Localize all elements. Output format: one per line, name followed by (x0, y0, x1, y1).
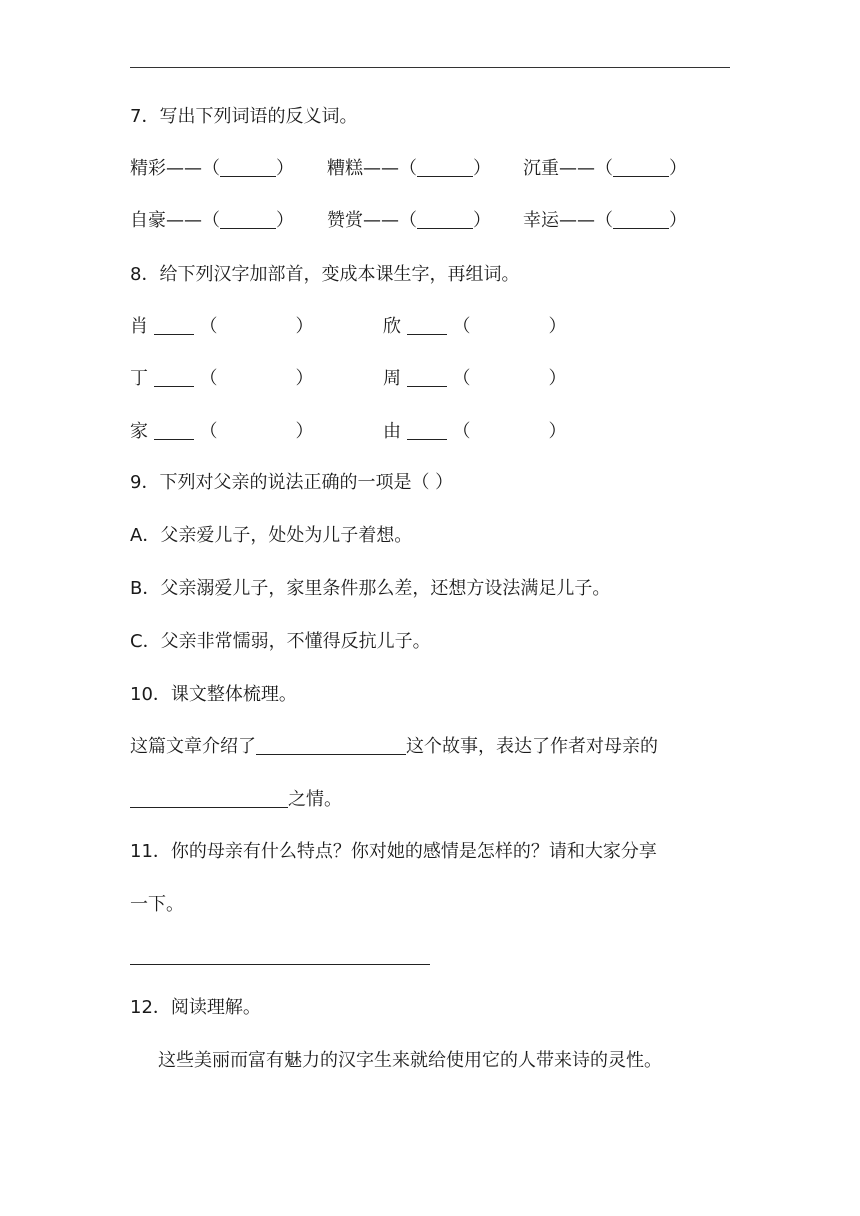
paren-close: ） (295, 368, 314, 389)
paren-open: （ (452, 421, 471, 442)
paren-open: （ (452, 316, 471, 337)
q7-item-2 (327, 157, 491, 181)
radical-blank[interactable] (154, 316, 194, 335)
paren-close: ） (276, 210, 294, 231)
feeling-blank[interactable] (130, 789, 288, 808)
q8-item-1 (130, 315, 313, 339)
radical-blank[interactable] (154, 421, 194, 440)
q7-word-5: 赞赏——（ (327, 210, 417, 231)
q9-option-a[interactable]: A．父亲爱儿子，处处为儿子着想。 (130, 525, 413, 546)
q11-answer-line[interactable] (130, 945, 430, 969)
q10-text: 之情。 (288, 789, 342, 810)
q11-prompt-line-1: 11．你的母亲有什么特点？你对她的感情是怎样的？请和大家分享 (130, 841, 657, 862)
q7-item-3 (523, 157, 687, 181)
q8-item-2 (383, 315, 566, 339)
q8-item-4 (383, 367, 566, 391)
q8-char: 家 (130, 421, 148, 442)
q9-option-b[interactable]: B．父亲溺爱儿子，家里条件那么差，还想方设法满足儿子。 (130, 578, 611, 599)
q9-title: 9．下列对父亲的说法正确的一项是（ ） (130, 472, 454, 493)
radical-blank[interactable] (154, 368, 194, 387)
paren-close: ） (473, 158, 491, 179)
q10-title: 10．课文整体梳理。 (130, 684, 297, 705)
radical-blank[interactable] (407, 316, 447, 335)
q12-passage: 这些美丽而富有魅力的汉字生来就给使用它的人带来诗的灵性。 (158, 1050, 662, 1071)
q7-item-5 (327, 209, 491, 233)
q8-char: 丁 (130, 368, 148, 389)
q7-word-2: 糟糕——（ (327, 158, 417, 179)
answer-blank[interactable] (220, 210, 276, 229)
paren-close: ） (473, 210, 491, 231)
paren-close: ） (548, 368, 567, 389)
paren-open: （ (199, 368, 218, 389)
q10-text: 这个故事，表达了作者对母亲的 (406, 736, 658, 757)
paren-close: ） (548, 421, 567, 442)
q8-char: 肖 (130, 316, 148, 337)
answer-blank[interactable] (417, 210, 473, 229)
paren-open: （ (452, 368, 471, 389)
paren-open: （ (199, 421, 218, 442)
q10-line-2 (130, 788, 342, 812)
q8-item-3 (130, 367, 313, 391)
q7-word-4: 自豪——（ (130, 210, 220, 231)
answer-blank[interactable] (220, 158, 276, 177)
answer-blank[interactable] (613, 158, 669, 177)
q8-char: 由 (383, 421, 401, 442)
paren-close: ） (548, 316, 567, 337)
q7-word-3: 沉重——（ (523, 158, 613, 179)
paren-close: ） (295, 421, 314, 442)
answer-blank[interactable] (417, 158, 473, 177)
q10-line-1 (130, 735, 658, 759)
paren-close: ） (276, 158, 294, 179)
story-blank[interactable] (256, 736, 406, 755)
radical-blank[interactable] (407, 368, 447, 387)
q7-item-4 (130, 209, 294, 233)
q10-text: 这篇文章介绍了 (130, 736, 256, 757)
header-rule (130, 67, 730, 68)
q7-word-1: 精彩——（ (130, 158, 220, 179)
q8-char: 欣 (383, 316, 401, 337)
q12-title: 12．阅读理解。 (130, 997, 261, 1018)
q7-word-6: 幸运——（ (523, 210, 613, 231)
paren-close: ） (669, 158, 687, 179)
q8-item-5 (130, 420, 313, 444)
radical-blank[interactable] (407, 421, 447, 440)
q7-title: 7．写出下列词语的反义词。 (130, 106, 358, 127)
paren-close: ） (669, 210, 687, 231)
q11-prompt-line-2: 一下。 (130, 894, 184, 915)
q8-item-6 (383, 420, 566, 444)
q8-char: 周 (383, 368, 401, 389)
q8-title: 8．给下列汉字加部首，变成本课生字，再组词。 (130, 264, 520, 285)
paren-open: （ (199, 316, 218, 337)
paren-close: ） (295, 316, 314, 337)
q9-option-c[interactable]: C．父亲非常懦弱，不懂得反抗儿子。 (130, 631, 431, 652)
answer-blank[interactable] (130, 946, 430, 965)
q7-item-1 (130, 157, 294, 181)
answer-blank[interactable] (613, 210, 669, 229)
q7-item-6 (523, 209, 687, 233)
